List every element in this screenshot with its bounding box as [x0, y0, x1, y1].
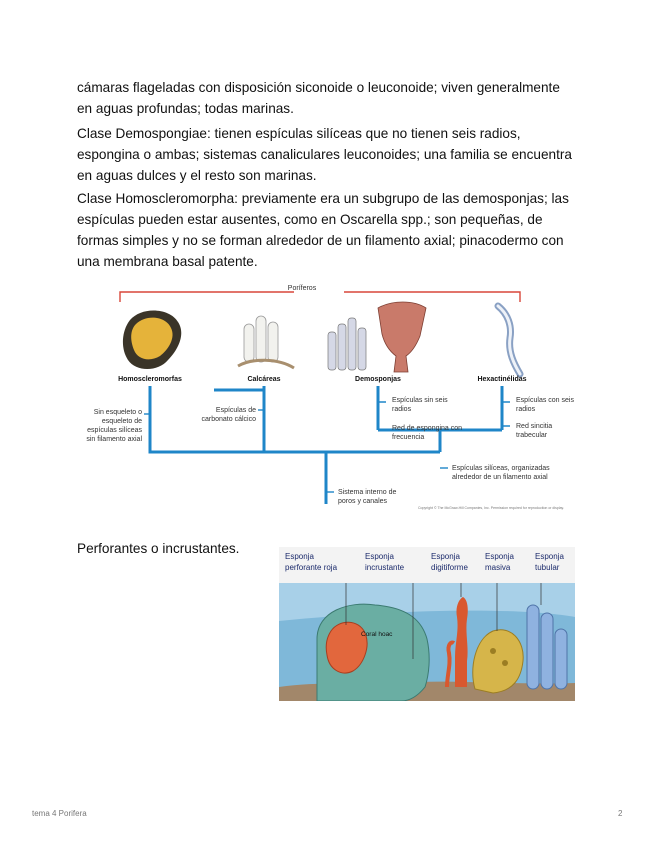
label-perforante-roja: Esponja perforante roja: [285, 552, 338, 572]
figure-copyright: Copyright © The McGraw-Hill Companies, Inc. Permission required for reproduction or display.: [418, 506, 565, 510]
paragraph-continued: cámaras flageladas con disposición siconoide o leuconoide; viven generalmente en aguas profundas; todas marinas.: [77, 80, 560, 116]
paragraph-homoscleromorpha: Clase Homoscleromorpha: previamente era un subgrupo de las demosponjas; las espículas pueden estar ausentes, como en Oscarella spp.; son pequeñas, de formas simples y no se forman alrededor de un filamento axial; pinacodermo con una membrana basal patente.: [77, 191, 569, 269]
group-homoscleromorfas: Homoscleromorfas: [118, 376, 182, 383]
bracket-label: Poríferos: [287, 285, 317, 292]
label-coral: Coral hoac: [361, 631, 393, 638]
group-demosponjas: Demosponjas: [355, 376, 401, 383]
label-digitiforme: Esponja digitiforme: [431, 552, 468, 572]
sponge-forms-figure: [279, 547, 575, 701]
footer-page-number: 2: [618, 809, 623, 818]
trait-demosponjas-espongina: Red de espongina con frecuencia: [392, 425, 463, 441]
trait-hexactinelidas-red: Red sincitia trabecular: [516, 423, 553, 439]
group-calcareas: Calcáreas: [247, 376, 281, 383]
trait-hexactinelidas-espiculas: Espículas con seis radios: [516, 397, 574, 413]
group-hexactinelidas: Hexactinélidas: [477, 376, 527, 383]
porifera-phylogeny-figure: [82, 280, 574, 512]
trait-demosponjas-espiculas: Espículas sin seis radios: [392, 397, 448, 413]
trait-espiculas-siliceas: Espículas silíceas, organizadas alrededor de un filamento axial: [452, 465, 550, 481]
paragraph-demospongiae: Clase Demospongiae: tienen espículas silíceas que no tienen seis radios, espongina o ambas; sistemas canaliculares leuconoides; una familia se encuentra en aguas dulces y el resto son marinas.: [77, 126, 572, 183]
trait-sistema-interno: Sistema interno de poros y canales: [338, 489, 397, 505]
trait-calcareas: Espículas de carbonato cálcico: [201, 407, 256, 423]
label-masiva: Esponja masiva: [485, 552, 514, 572]
trait-homoscleromorfas: Sin esqueleto o esqueleto de espículas silíceas sin filamento axial: [86, 409, 142, 443]
paragraph-perforantes: Perforantes o incrustantes.: [77, 541, 240, 556]
label-incrustante: Esponja incrustante: [365, 552, 405, 572]
label-tubular: Esponja tubular: [535, 552, 564, 572]
footer-title: tema 4 Porifera: [32, 809, 87, 818]
